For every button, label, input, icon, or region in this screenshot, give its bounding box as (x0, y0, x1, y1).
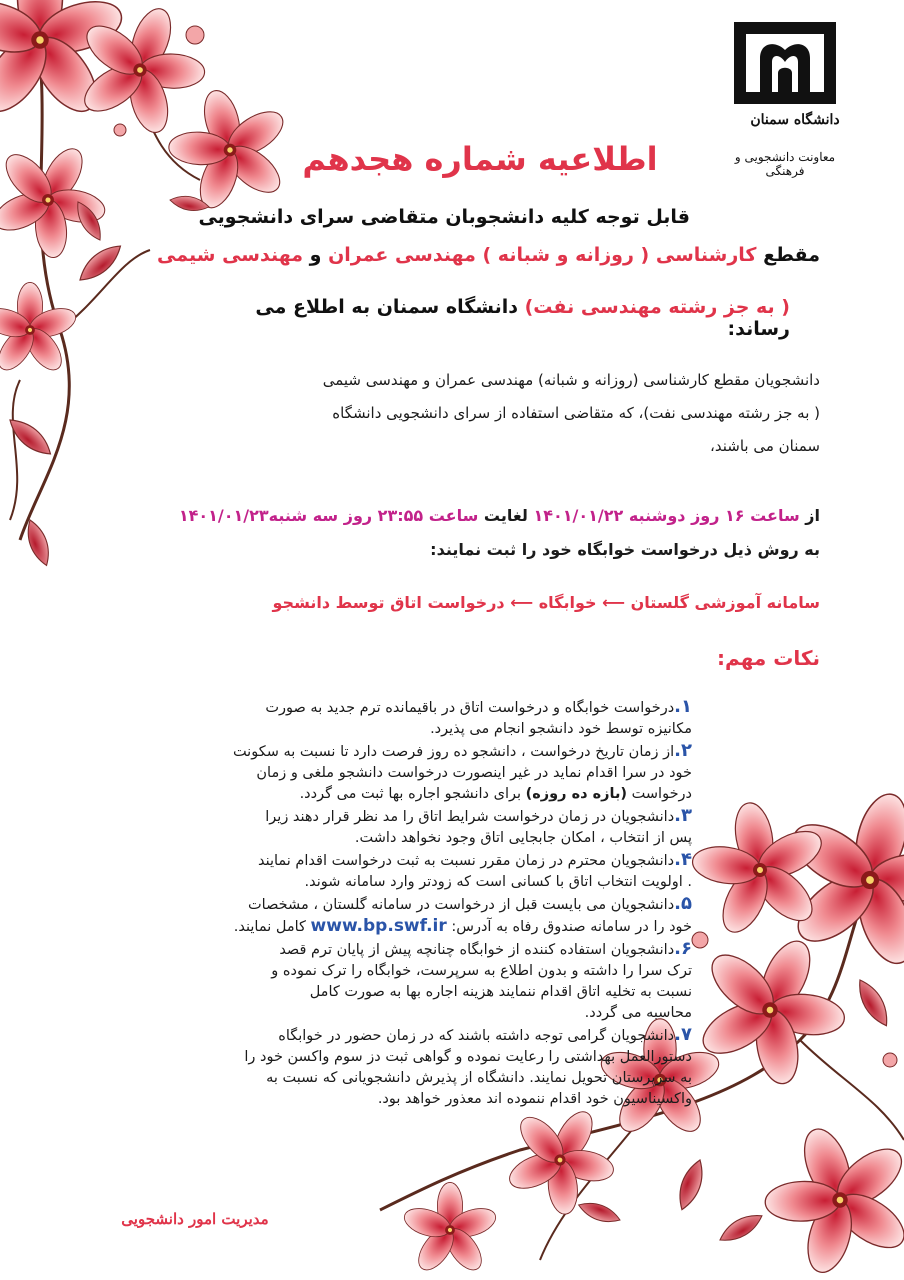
intro-line-3 (190, 296, 790, 340)
body-line-1: دانشجویان مقطع کارشناسی (روزانه و شبانه) مهندسی عمران و مهندسی شیمی (322, 371, 820, 389)
university-logo-icon (730, 18, 840, 108)
note-number: ۶. (674, 938, 692, 959)
note-number: ۵. (674, 893, 692, 914)
note-line: واکسیناسیون خود اقدام ننموده اند معذور خواهد بود. (377, 1091, 692, 1107)
intro-line-2 (120, 244, 820, 266)
note-line: از زمان تاریخ درخواست ، دانشجو ده روز فرصت دارد تا نسبت به سکونت (232, 744, 675, 760)
body-line-3: سمنان می باشند، (710, 437, 820, 455)
path-step-2: خوابگاه (538, 593, 597, 612)
notes-title: نکات مهم: (717, 646, 820, 670)
schedule-start: ساعت ۱۶ روز دوشنبه ۱۴۰۱/۰۱/۲۲ (533, 506, 800, 525)
note-line: دانشجویان در زمان درخواست شرایط اتاق را مد نظر قرار دهند زیرا (265, 809, 675, 825)
note-number: ۲. (674, 740, 692, 761)
path-step-1: سامانه آموزشی گلستان (630, 593, 820, 612)
schedule-instruction: به روش ذیل درخواست خوابگاه خود را ثبت نمایند: (430, 540, 820, 559)
intro-chemical: مهندسی شیمی (157, 244, 304, 266)
note-emphasis: (بازه ده روزه) (525, 786, 628, 802)
schedule-end: ساعت ۲۳:۵۵ روز سه شنبه۱۴۰۱/۰۱/۲۳ (178, 506, 479, 525)
announcement-title: اطلاعیه شماره هجدهم (302, 140, 658, 178)
note-line: دانشجویان گرامی توجه داشته باشند که در زمان حضور در خوابگاه (278, 1028, 675, 1044)
intro-and: و (303, 244, 329, 266)
intro-announce: دانشگاه سمنان به اطلاع می رساند: (255, 296, 790, 340)
note-line: پس از انتخاب ، امکان جابجایی اتاق وجود نخواهد داشت. (354, 830, 692, 846)
note-line: خود در سرا اقدام نماید در غیر اینصورت درخواست دانشجو ملغی و زمان (256, 765, 692, 781)
intro-level-label: مقطع (756, 244, 820, 266)
note-number: ۳. (674, 805, 692, 826)
swf-website-link[interactable]: www.bp.swf.ir (310, 916, 447, 936)
note-item (38, 1024, 692, 1110)
note-line: به سرپرستان تحویل نمایند. دانشگاه از پذیرش دانشجویانی که نسبت به (266, 1070, 692, 1086)
note-line: درخواست خوابگاه و درخواست اتاق در باقیمانده ترم جدید به صورت (265, 700, 675, 716)
signature: مدیریت امور دانشجویی (121, 1210, 269, 1228)
university-name: دانشگاه سمنان (750, 112, 840, 128)
arrow-left-icon: ⟵ (602, 593, 626, 612)
note-item (38, 805, 692, 849)
note-item (38, 696, 692, 740)
note-line: دانشجویان استفاده کننده از خوابگاه چنانچه پیش از پایان ترم قصد (279, 942, 675, 958)
note-item (38, 849, 692, 893)
body-line-2: ( به جز رشته مهندسی نفت)، که متقاضی استفاده از سرای دانشجویی دانشگاه (332, 404, 820, 422)
note-line: دستورالعمل بهداشتی را رعایت نموده و گواهی ثبت دز سوم واکسن خود را (244, 1049, 692, 1065)
note-line: دانشجویان محترم در زمان مقرر نسبت به ثبت درخواست اقدام نمایند (257, 853, 675, 869)
department-name: معاونت دانشجویی و فرهنگی (734, 150, 836, 178)
arrow-left-icon: ⟵ (510, 593, 534, 612)
note-line: محاسبه می گردد. (584, 1005, 692, 1021)
path-step-3: درخواست اتاق توسط دانشجو (272, 593, 505, 612)
notes-list (38, 696, 692, 1110)
note-line: خود را در سامانه صندوق رفاه به آدرس: (446, 919, 692, 935)
note-line: درخواست (627, 786, 692, 802)
registration-path (220, 593, 820, 612)
note-line: نسبت به تخلیه اتاق اقدام ننمایند هزینه اجاره بها به صورت کامل (309, 984, 692, 1000)
intro-line-1: قابل توجه کلیه دانشجوبان متقاضی سرای دانشجویی (198, 206, 690, 228)
note-line: مکانیزه توسط خود دانشجو انجام می پذیرد. (430, 721, 692, 737)
note-number: ۱. (674, 696, 692, 717)
note-item (38, 740, 692, 805)
intro-exception: ( به جز رشته مهندسی نفت) (524, 296, 790, 318)
body-paragraph (150, 364, 820, 463)
schedule-line (140, 506, 820, 525)
note-line: برای دانشجو اجاره بها ثبت می گردد. (299, 786, 526, 802)
note-number: ۷. (674, 1024, 692, 1045)
note-line: . اولویت انتخاب اتاق با کسانی است که زودتر وارد سامانه شوند. (304, 874, 692, 890)
note-line: ترک سرا را داشته و بدون اطلاع به سرپرست، خوابگاه را ترک نموده و (271, 963, 692, 979)
note-line: دانشجویان می بایست قبل از درخواست در سامانه گلستان ، مشخصات (248, 897, 675, 913)
note-item (38, 893, 692, 938)
intro-programs: کارشناسی ( روزانه و شبانه ) مهندسی عمران (328, 244, 757, 266)
schedule-from: از (799, 506, 820, 525)
schedule-until: لغایت (478, 506, 534, 525)
note-item (38, 938, 692, 1024)
note-line: کامل نمایند. (233, 919, 311, 935)
note-number: ۴. (674, 849, 692, 870)
